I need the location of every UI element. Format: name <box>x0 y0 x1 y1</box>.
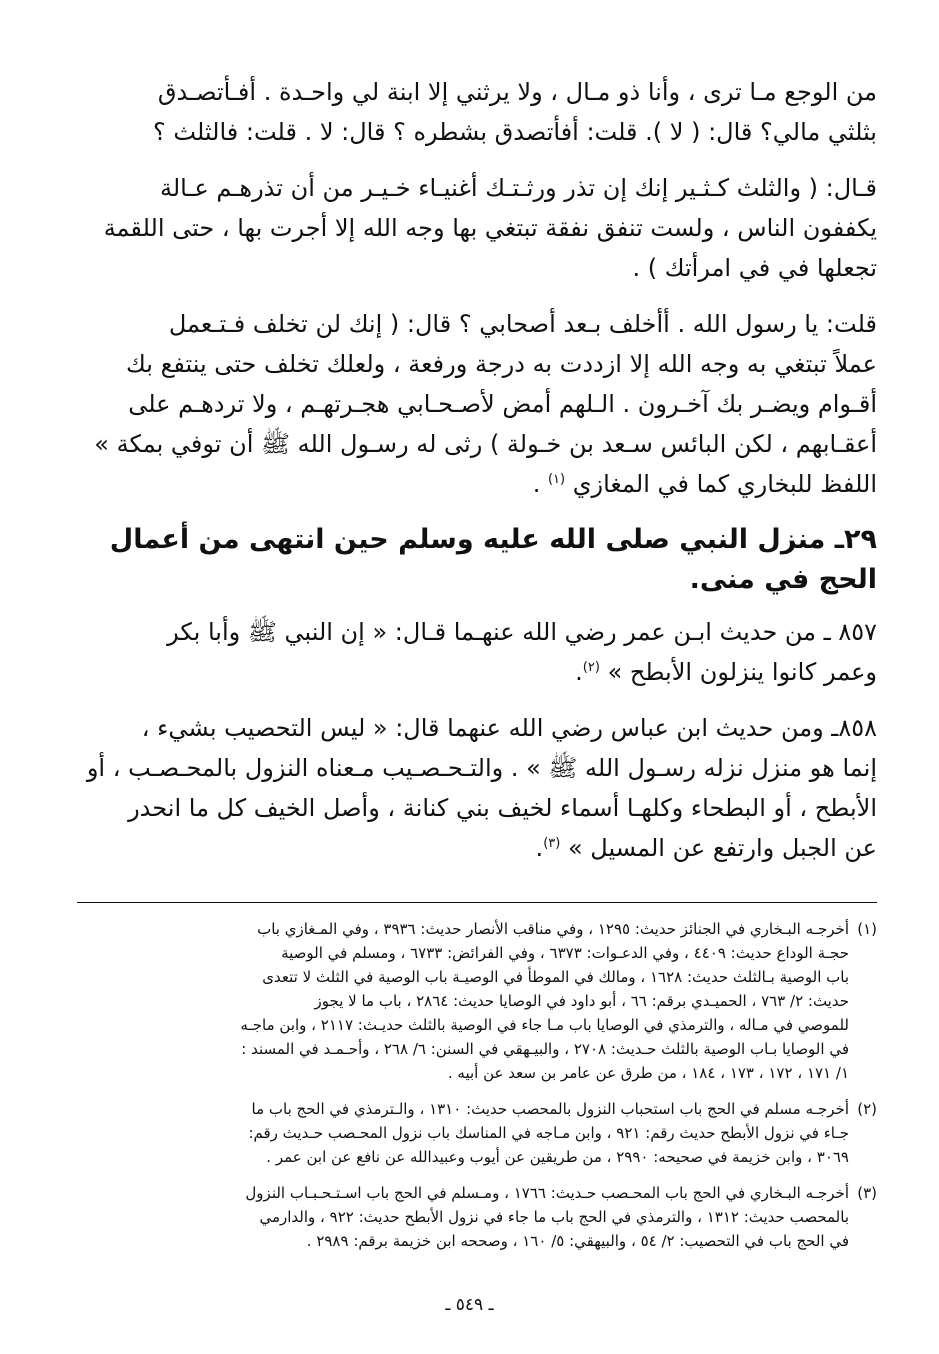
footnote-line: ١/ ١٧١ ، ١٧٢ ، ١٧٣ ، ١٨٤ ، من طرق عن عامر بن سعد عن أبيه . <box>447 1064 849 1082</box>
footnote-number: (٢) <box>857 1100 877 1118</box>
text-line: أقـوام ويضـر بك آخـرون . الـلهم أمض لأصـحـابي هجـرتهـم ، ولا تردهـم على <box>128 390 877 418</box>
footnote-line: أخرجـه البـخاري في الجنائز حديث: ١٢٩٥ ، وفي مناقب الأنصار حديث: ٣٩٣٦ ، وفي المـغازي باب <box>257 920 849 938</box>
page-number: ـ ٥٤٩ ـ <box>445 1295 494 1315</box>
footnote-line: حديث: ٢/ ٧٦٣ ، الحميـدي برقم: ٦٦ ، أبو داود في الوصايا حديث: ٢٨٦٤ ، باب ما لا يجوز <box>314 992 849 1010</box>
text-line: من الوجع مـا ترى ، وأنا ذو مـال ، ولا يرثني إلا ابنة لي واحـدة . أفـأتصـدق <box>157 78 877 106</box>
footnote-ref-2[interactable]: (٢) <box>582 660 600 675</box>
line-text: اللفظ للبخاري كما في المغازي <box>572 470 877 498</box>
text-line: عملاً تبتغي به وجه الله إلا ازددت به درجة ورفعة ، ولعلك تخلف حتى ينتفع بك <box>126 350 877 378</box>
text-line: ٨٥٧ ـ من حديث ابـن عمر رضي الله عنهـما قـال: « إن النبي ﷺ وأبا بكر <box>167 618 877 646</box>
text-line: أعقـابهم ، لكن البائس سـعد بن خـولة ) رثى له رسـول الله ﷺ أن توفي بمكة » <box>94 430 877 458</box>
text-line: الأبطح ، أو البطحاء وكلهـا أسماء لخيف بني كنانة ، وأصل الخيف كل ما انحدر <box>128 794 877 822</box>
footnotes <box>78 917 877 1253</box>
line-trail: . <box>532 470 548 498</box>
footnote-number: (١) <box>857 920 877 938</box>
footnote-line: في الوصايا بـاب الوصية بالثلث حـديث: ٢٧٠٨ ، والبيـهقي في السنن: ٦/ ٢٦٨ ، وأحـمـد في المسند : <box>241 1040 849 1058</box>
footnote-line: أخرجـه البـخاري في الحج باب المحـصب حـديث: ١٧٦٦ ، ومـسلم في الحج باب اسـتـحـبـاب النزول <box>245 1184 849 1202</box>
paragraph-857 <box>78 612 877 692</box>
footnote-line: في الحج باب في التحصيب: ٢/ ٥٤ ، والبيهقي: ٥/ ١٦٠ ، وصححه ابن خزيمة برقم: ٢٩٨٩ . <box>306 1232 849 1250</box>
text-line: إنما هو منزل نزله رسـول الله ﷺ » . والتـحـصـيب مـعناه النزول بالمحـصـب ، أو <box>86 754 877 782</box>
text-line: ٨٥٨ـ ومن حديث ابن عباس رضي الله عنهما قال: « ليس التحصيب بشيء ، <box>141 714 877 742</box>
section-heading: ٢٩ـ منزل النبي صلى الله عليه وسلم حين انتهى من أعمال الحج في منى. <box>109 524 877 595</box>
footnote-line: حجـة الوداع حديث: ٤٤٠٩ ، وفي الدعـوات: ٦٣٧٣ ، وفي الفرائض: ٦٧٣٣ ، ومسلم في الوصية <box>281 944 849 962</box>
footnote-line: باب الوصية بـالثلث حديث: ١٦٢٨ ، ومالك في الموطأ في الوصيـة باب الوصية في الثلث لا تتعدى <box>262 968 849 986</box>
footnote-3 <box>78 1181 877 1253</box>
line-trail: . <box>575 658 583 686</box>
footnote-separator <box>77 902 877 903</box>
text-line-last <box>78 828 877 868</box>
line-trail: . <box>535 834 544 862</box>
text-line-last <box>78 652 877 692</box>
paragraph-3 <box>78 304 877 504</box>
footnote-ref-3[interactable]: (٣) <box>543 836 561 851</box>
text-line-last <box>78 464 877 504</box>
paragraph-2 <box>78 168 877 288</box>
text-line: قـال: ( والثلث كـثـير إنك إن تذر ورثـتـك أغنيـاء خـيـر من أن تذرهـم عـالة <box>159 174 877 202</box>
footnote-number: (٣) <box>857 1184 877 1202</box>
line-text: وعمر كانوا ينزلون الأبطح » <box>607 658 877 686</box>
text-line: يكففون الناس ، ولست تنفق نفقة تبتغي بها وجه الله إلا أجرت بها ، حتى اللقمة <box>103 214 877 242</box>
footnote-line: بالمحصب حديث: ١٣١٢ ، والترمذي في الحج باب ما جاء في نزول الأبطح حديث: ٩٢٢ ، والدارمي <box>259 1208 849 1226</box>
footnote-line: أخرجـه مسلم في الحج باب استحباب النزول بالمحصب حديث: ١٣١٠ ، والـترمذي في الحج باب ما <box>251 1100 849 1118</box>
paragraph-858 <box>78 708 877 868</box>
footnote-1 <box>78 917 877 1085</box>
text-line: بثلثي مالي؟ قال: ( لا ). قلت: أفأتصدق بشطره ؟ قال: لا . قلت: فالثلث ؟ <box>153 118 877 146</box>
paragraph-1 <box>78 72 877 152</box>
line-text: عن الجبل وارتفع عن المسيل » <box>567 834 877 862</box>
text-line: قلت: يا رسول الله . أأخلف بـعد أصحابي ؟ قال: ( إنك لن تخلف فـتـعمل <box>168 310 877 338</box>
footnote-line: جـاء في نزول الأبطح حديث رقم: ٩٢١ ، وابن مـاجه في المناسك باب نزول المحـصب حـديث رقم: <box>248 1124 849 1142</box>
footnote-ref-1[interactable]: (١) <box>547 472 566 487</box>
footnote-line: ٣٠٦٩ ، وابن خزيمة في صحيحه: ٢٩٩٠ ، من طريقين عن أيوب وعبيدالله عن نافع عن ابن عمر . <box>266 1148 849 1166</box>
footnote-line: للموصي في مـاله ، والترمذي في الوصايا باب مـا جاء في الوصية بالثلث حديـث: ٢١١٧ ، وابن ماجـه <box>240 1016 849 1034</box>
footnote-2 <box>78 1097 877 1169</box>
text-line: تجعلها في في امرأتك ) . <box>632 254 877 282</box>
